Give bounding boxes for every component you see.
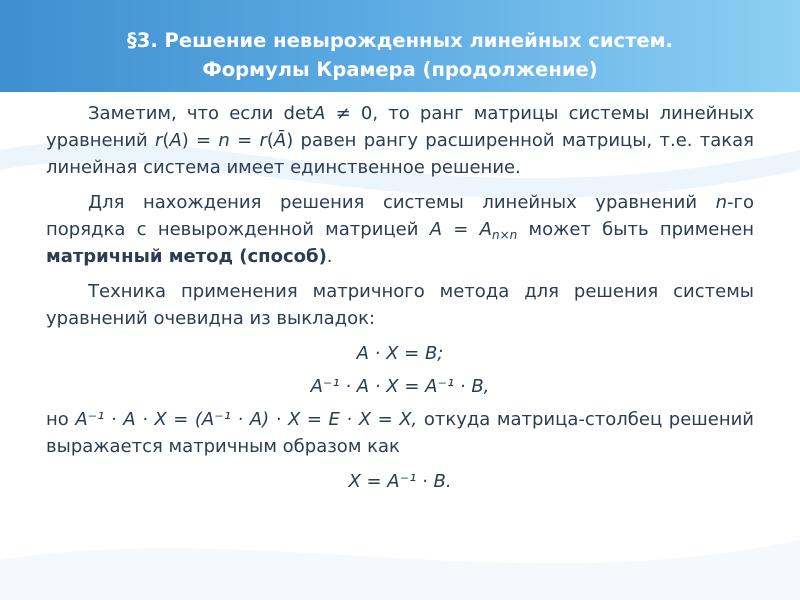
formula: A · X = B;: [356, 343, 444, 364]
paragraph-matrix-method: [46, 189, 754, 270]
term-matrix-method: матричный метод (способ): [46, 246, 327, 267]
paragraph-technique: Техника применения матричного метода для решения системы уравнений очевидна из выкладок:: [46, 281, 754, 329]
text-segment: ≠ 0, то ранг матрицы системы линейных уравнений: [46, 103, 754, 151]
text-segment: но: [46, 409, 76, 430]
equation-ax-b: [46, 340, 754, 367]
formula-derivation: A⁻¹ · A · X = (A⁻¹ · A) · X = E · X = X,: [75, 409, 418, 430]
symbol-r: r: [259, 130, 267, 151]
symbol-A: A: [169, 130, 182, 151]
equation-solution: [46, 468, 754, 495]
text-segment: -го порядка с невырожденной матрицей: [46, 192, 754, 240]
slide-title: [0, 26, 800, 84]
formula: A⁻¹ · A · X = A⁻¹ · B,: [310, 376, 490, 397]
text-segment: Заметим, что если det: [88, 103, 314, 124]
equals: =: [229, 130, 260, 151]
text-segment: может быть применен: [517, 219, 754, 240]
paren: (: [162, 130, 170, 151]
paren: ): [181, 130, 189, 151]
symbol-A: A: [313, 103, 326, 124]
equals: =: [442, 219, 480, 240]
text-segment: Для нахождения решения системы линейных уравнений: [88, 192, 716, 213]
equation-inverse-multiply: [46, 373, 754, 400]
paren: (: [266, 130, 274, 151]
title-line-1: §3. Решение невырожденных линейных систем.: [127, 29, 673, 52]
text-segment: откуда матрица-столбец решений выражается матричным образом как: [46, 409, 754, 457]
text-segment: .: [326, 246, 333, 267]
formula: X = A⁻¹ · B.: [348, 471, 452, 492]
slide-body: [46, 100, 754, 495]
paren: ): [286, 130, 294, 151]
symbol-A-bar: Ā: [273, 130, 287, 151]
symbol-n: n: [715, 192, 728, 213]
symbol-A: A: [429, 219, 443, 240]
text-segment: равен рангу расширенной матрицы, т.е. такая линейная система имеет единственное решение.: [46, 130, 755, 178]
symbol-r: r: [155, 130, 163, 151]
title-line-2: Формулы Крамера (продолжение): [202, 58, 598, 81]
paragraph-rank-condition: [46, 100, 754, 181]
equals: =: [188, 130, 219, 151]
symbol-n: n: [218, 130, 230, 151]
subscript-n-by-n: n×n: [491, 228, 518, 242]
symbol-A: A: [479, 219, 492, 240]
paragraph-derivation: [46, 406, 754, 460]
